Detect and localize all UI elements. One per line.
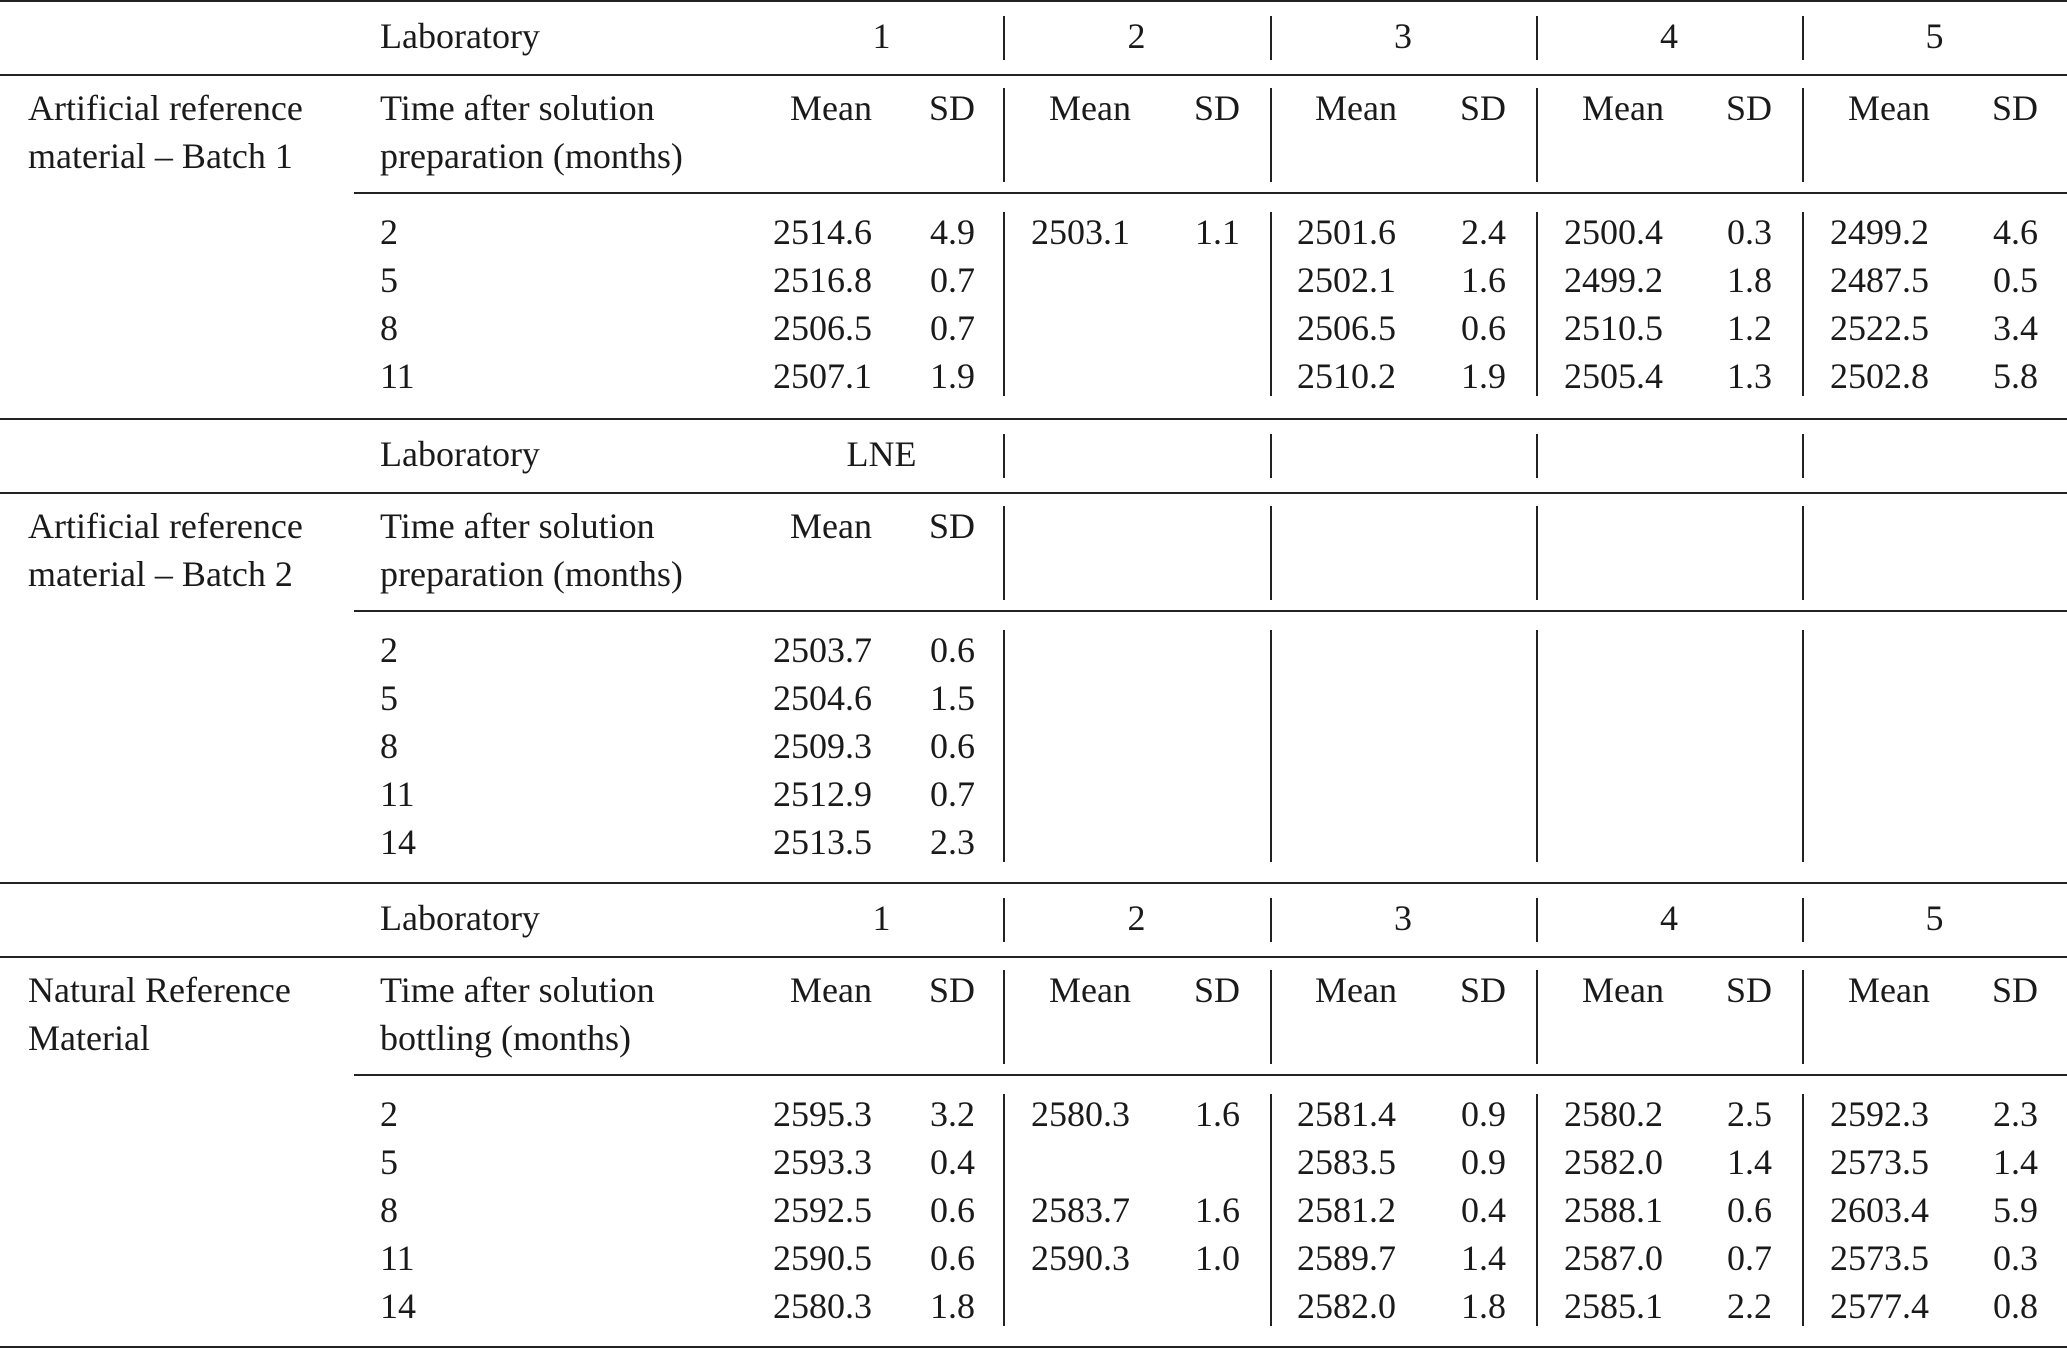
lab-number: 4	[1660, 898, 1678, 938]
sd-value: 0.9	[1461, 1094, 1506, 1134]
mean-header: Mean	[790, 506, 872, 546]
column-divider	[1003, 970, 1005, 1064]
column-divider	[1270, 630, 1272, 862]
time-value: 5	[380, 678, 398, 718]
material-name: Material	[28, 1018, 150, 1058]
subheader-rule	[354, 192, 2067, 194]
lab-number: 5	[1925, 16, 1944, 56]
lab-number: LNE	[846, 434, 917, 474]
column-divider	[1802, 88, 1804, 182]
sd-value: 0.5	[1993, 260, 2038, 300]
column-divider	[1802, 898, 1804, 942]
mean-value: 2503.7	[773, 630, 872, 670]
subheader-rule	[354, 610, 2067, 612]
sd-header: SD	[1725, 88, 1772, 128]
mean-header: Mean	[790, 88, 872, 128]
sd-value: 1.6	[1461, 260, 1506, 300]
column-divider	[1802, 1094, 1804, 1326]
column-divider	[1802, 630, 1804, 862]
material-name: Artificial reference	[28, 506, 303, 546]
mean-value: 2487.5	[1830, 260, 1929, 300]
sd-value: 1.8	[930, 1286, 975, 1326]
column-divider	[1536, 1094, 1538, 1326]
mean-value: 2573.5	[1830, 1142, 1929, 1182]
mean-value: 2500.4	[1564, 212, 1663, 252]
column-divider	[1802, 16, 1804, 60]
column-divider	[1270, 16, 1272, 60]
mean-value: 2592.3	[1830, 1094, 1929, 1134]
mean-value: 2513.5	[773, 822, 872, 862]
time-column-header: Time after solution	[380, 970, 655, 1010]
sd-value: 2.5	[1727, 1094, 1772, 1134]
mean-value: 2510.2	[1297, 356, 1396, 396]
column-divider	[1270, 212, 1272, 396]
mean-value: 2593.3	[773, 1142, 872, 1182]
mean-value: 2580.2	[1564, 1094, 1663, 1134]
column-divider	[1003, 16, 1005, 60]
column-divider	[1536, 212, 1538, 396]
column-divider	[1802, 970, 1804, 1064]
material-name: Artificial reference	[28, 88, 303, 128]
mean-header: Mean	[1848, 970, 1930, 1010]
sd-value: 0.6	[1727, 1190, 1772, 1230]
mean-value: 2507.1	[773, 356, 872, 396]
column-divider	[1802, 434, 1804, 478]
column-divider	[1802, 212, 1804, 396]
sd-value: 1.1	[1195, 212, 1240, 252]
mean-value: 2577.4	[1830, 1286, 1929, 1326]
mean-header: Mean	[1582, 88, 1664, 128]
mean-value: 2581.4	[1297, 1094, 1396, 1134]
mean-value: 2588.1	[1564, 1190, 1663, 1230]
mean-value: 2595.3	[773, 1094, 872, 1134]
sd-value: 1.5	[930, 678, 975, 718]
column-divider	[1003, 434, 1005, 478]
mean-value: 2585.1	[1564, 1286, 1663, 1326]
mean-value: 2501.6	[1297, 212, 1396, 252]
mean-value: 2506.5	[773, 308, 872, 348]
column-divider	[1270, 898, 1272, 942]
time-value: 11	[380, 356, 415, 396]
time-value: 11	[380, 1238, 415, 1278]
laboratory-label: Laboratory	[380, 16, 540, 56]
lab-number: 2	[1127, 16, 1146, 56]
sd-value: 4.6	[1993, 212, 2038, 252]
sd-value: 1.0	[1195, 1238, 1240, 1278]
sd-value: 0.6	[930, 630, 975, 670]
mean-value: 2506.5	[1297, 308, 1396, 348]
sd-header: SD	[928, 88, 975, 128]
section-top-rule	[0, 882, 2067, 884]
sd-header: SD	[928, 506, 975, 546]
lab-number: 3	[1394, 898, 1412, 938]
sd-value: 1.9	[1461, 356, 1506, 396]
sd-value: 1.9	[930, 356, 975, 396]
mean-value: 2522.5	[1830, 308, 1929, 348]
sd-header: SD	[1193, 970, 1240, 1010]
mean-value: 2603.4	[1830, 1190, 1929, 1230]
sd-value: 0.4	[930, 1142, 975, 1182]
header-rule	[0, 74, 2067, 76]
mean-value: 2592.5	[773, 1190, 872, 1230]
mean-value: 2580.3	[773, 1286, 872, 1326]
column-divider	[1003, 212, 1005, 396]
column-divider	[1270, 434, 1272, 478]
mean-value: 2590.5	[773, 1238, 872, 1278]
sd-header: SD	[928, 970, 975, 1010]
mean-header: Mean	[1582, 970, 1664, 1010]
mean-value: 2512.9	[773, 774, 872, 814]
section-top-rule	[0, 418, 2067, 420]
column-divider	[1802, 506, 1804, 600]
lab-number: 5	[1925, 898, 1944, 938]
sd-value: 1.6	[1195, 1190, 1240, 1230]
mean-value: 2504.6	[773, 678, 872, 718]
sd-value: 0.6	[930, 726, 975, 766]
sd-value: 1.4	[1727, 1142, 1772, 1182]
sd-value: 5.8	[1993, 356, 2038, 396]
time-value: 11	[380, 774, 415, 814]
sd-value: 5.9	[1993, 1190, 2038, 1230]
sd-value: 4.9	[930, 212, 975, 252]
mean-value: 2580.3	[1031, 1094, 1130, 1134]
mean-value: 2581.2	[1297, 1190, 1396, 1230]
mean-value: 2590.3	[1031, 1238, 1130, 1278]
sd-value: 0.9	[1461, 1142, 1506, 1182]
mean-value: 2587.0	[1564, 1238, 1663, 1278]
time-column-header: bottling (months)	[380, 1018, 631, 1058]
mean-value: 2509.3	[773, 726, 872, 766]
sd-header: SD	[1725, 970, 1772, 1010]
column-divider	[1270, 970, 1272, 1064]
mean-value: 2589.7	[1297, 1238, 1396, 1278]
laboratory-label: Laboratory	[380, 898, 540, 938]
sd-header: SD	[1193, 88, 1240, 128]
sd-value: 1.4	[1993, 1142, 2038, 1182]
header-rule	[0, 492, 2067, 494]
sd-value: 0.6	[930, 1190, 975, 1230]
mean-value: 2503.1	[1031, 212, 1130, 252]
time-value: 5	[380, 1142, 398, 1182]
column-divider	[1536, 16, 1538, 60]
column-divider	[1003, 1094, 1005, 1326]
mean-value: 2582.0	[1564, 1142, 1663, 1182]
section-top-rule	[0, 0, 2067, 2]
material-name: material – Batch 1	[28, 136, 293, 176]
sd-header: SD	[1991, 970, 2038, 1010]
laboratory-label: Laboratory	[380, 434, 540, 474]
time-value: 2	[380, 1094, 398, 1134]
mean-header: Mean	[1049, 88, 1131, 128]
time-value: 5	[380, 260, 398, 300]
sd-value: 0.7	[1727, 1238, 1772, 1278]
sd-header: SD	[1991, 88, 2038, 128]
sd-value: 3.4	[1993, 308, 2038, 348]
mean-value: 2583.5	[1297, 1142, 1396, 1182]
sd-value: 0.3	[1993, 1238, 2038, 1278]
subheader-rule	[354, 1074, 2067, 1076]
time-value: 14	[380, 822, 416, 862]
time-column-header: Time after solution	[380, 506, 655, 546]
material-name: Natural Reference	[28, 970, 291, 1010]
column-divider	[1536, 506, 1538, 600]
column-divider	[1536, 434, 1538, 478]
material-name: material – Batch 2	[28, 554, 293, 594]
time-value: 2	[380, 212, 398, 252]
time-value: 8	[380, 1190, 398, 1230]
time-column-header: Time after solution	[380, 88, 655, 128]
sd-value: 1.6	[1195, 1094, 1240, 1134]
sd-value: 1.8	[1461, 1286, 1506, 1326]
sd-value: 0.7	[930, 774, 975, 814]
sd-value: 2.3	[1993, 1094, 2038, 1134]
sd-value: 0.6	[1461, 308, 1506, 348]
column-divider	[1003, 506, 1005, 600]
time-value: 8	[380, 308, 398, 348]
column-divider	[1270, 506, 1272, 600]
sd-value: 0.8	[1993, 1286, 2038, 1326]
sd-value: 1.2	[1727, 308, 1772, 348]
mean-value: 2502.1	[1297, 260, 1396, 300]
time-value: 8	[380, 726, 398, 766]
column-divider	[1003, 630, 1005, 862]
mean-header: Mean	[1049, 970, 1131, 1010]
mean-header: Mean	[1315, 88, 1397, 128]
sd-value: 3.2	[930, 1094, 975, 1134]
column-divider	[1536, 970, 1538, 1064]
mean-value: 2510.5	[1564, 308, 1663, 348]
mean-value: 2573.5	[1830, 1238, 1929, 1278]
column-divider	[1003, 88, 1005, 182]
sd-value: 2.2	[1727, 1286, 1772, 1326]
column-divider	[1536, 88, 1538, 182]
mean-value: 2516.8	[773, 260, 872, 300]
header-rule	[0, 956, 2067, 958]
sd-value: 0.6	[930, 1238, 975, 1278]
mean-value: 2582.0	[1297, 1286, 1396, 1326]
sd-header: SD	[1459, 88, 1506, 128]
sd-value: 0.3	[1727, 212, 1772, 252]
mean-header: Mean	[1848, 88, 1930, 128]
column-divider	[1270, 88, 1272, 182]
time-value: 2	[380, 630, 398, 670]
sd-value: 2.3	[930, 822, 975, 862]
mean-value: 2505.4	[1564, 356, 1663, 396]
column-divider	[1003, 898, 1005, 942]
mean-header: Mean	[790, 970, 872, 1010]
sd-value: 1.4	[1461, 1238, 1506, 1278]
lab-number: 3	[1394, 16, 1412, 56]
sd-value: 1.8	[1727, 260, 1772, 300]
mean-value: 2499.2	[1564, 260, 1663, 300]
time-column-header: preparation (months)	[380, 554, 683, 594]
mean-value: 2514.6	[773, 212, 872, 252]
column-divider	[1536, 898, 1538, 942]
column-divider	[1270, 1094, 1272, 1326]
sd-value: 0.4	[1461, 1190, 1506, 1230]
column-divider	[1536, 630, 1538, 862]
lab-number: 1	[872, 16, 891, 56]
sd-header: SD	[1459, 970, 1506, 1010]
mean-header: Mean	[1315, 970, 1397, 1010]
lab-number: 2	[1127, 898, 1146, 938]
mean-value: 2583.7	[1031, 1190, 1130, 1230]
sd-value: 0.7	[930, 260, 975, 300]
mean-value: 2502.8	[1830, 356, 1929, 396]
time-value: 14	[380, 1286, 416, 1326]
sd-value: 0.7	[930, 308, 975, 348]
mean-value: 2499.2	[1830, 212, 1929, 252]
lab-number: 4	[1660, 16, 1678, 56]
lab-number: 1	[872, 898, 891, 938]
time-column-header: preparation (months)	[380, 136, 683, 176]
sd-value: 2.4	[1461, 212, 1506, 252]
sd-value: 1.3	[1727, 356, 1772, 396]
